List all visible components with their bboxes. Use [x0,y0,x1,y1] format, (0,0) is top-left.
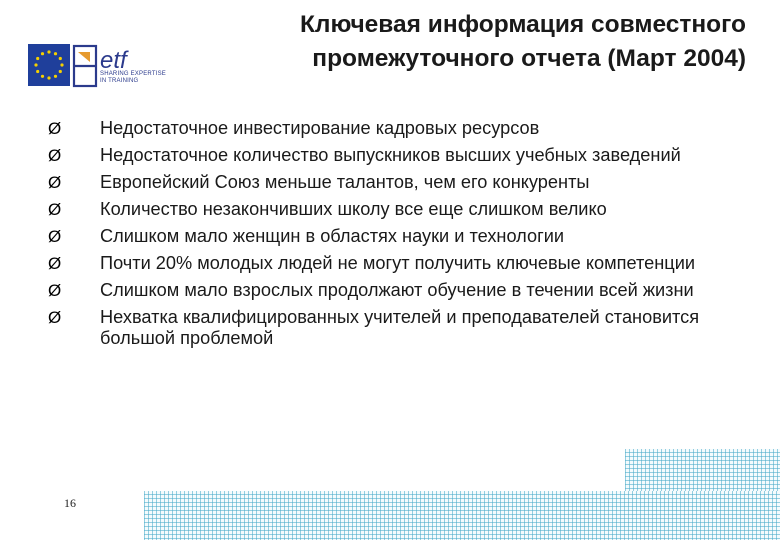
etf-tagline-line1: SHARING EXPERTISE [100,71,166,77]
etf-tagline [100,71,190,85]
bullet-item [46,307,736,349]
bullet-text: Недостаточное количество выпускников высших учебных заведений [100,145,681,165]
eu-flag-icon [28,44,70,86]
arrow-bullet-icon: Ø [48,227,62,246]
slide-title [190,8,746,76]
decorative-grid-upper [625,449,780,491]
bullet-item [46,226,736,247]
bullet-text: Слишком мало взрослых продолжают обучение в течении всей жизни [100,280,694,300]
bullet-list [46,118,736,355]
bullet-text: Слишком мало женщин в областях науки и технологии [100,226,565,246]
etf-brand-text: etf [100,47,127,74]
bullet-text: Недостаточное инвестирование кадровых ресурсов [100,118,540,138]
arrow-bullet-icon: Ø [48,308,62,327]
bullet-item [46,172,736,193]
bullet-text: Европейский Союз меньше талантов, чем его конкуренты [100,172,590,192]
bullet-item [46,280,736,301]
arrow-bullet-icon: Ø [48,119,62,138]
etf-logo [28,44,188,88]
arrow-bullet-icon: Ø [48,200,62,219]
bullet-text: Количество незакончивших школу все еще слишком велико [100,199,607,219]
arrow-bullet-icon: Ø [48,146,62,165]
bullet-item [46,145,736,166]
arrow-bullet-icon: Ø [48,281,62,300]
slide-title-line2: промежуточного отчета (Март 2004) [312,45,746,72]
bullet-item [46,253,736,274]
etf-tagline-line2: IN TRAINING [100,78,139,84]
arrow-bullet-icon: Ø [48,173,62,192]
decorative-grid-band [144,491,780,540]
bullet-item [46,118,736,139]
page-number: 16 [64,496,76,510]
bullet-item [46,199,736,220]
bullet-text: Почти 20% молодых людей не могут получить ключевые компетенции [100,253,696,273]
bullet-text: Нехватка квалифицированных учителей и преподавателей становится большой проблемой [100,307,700,348]
slide-title-line1: Ключевая информация совместного [299,11,746,38]
arrow-bullet-icon: Ø [48,254,62,273]
